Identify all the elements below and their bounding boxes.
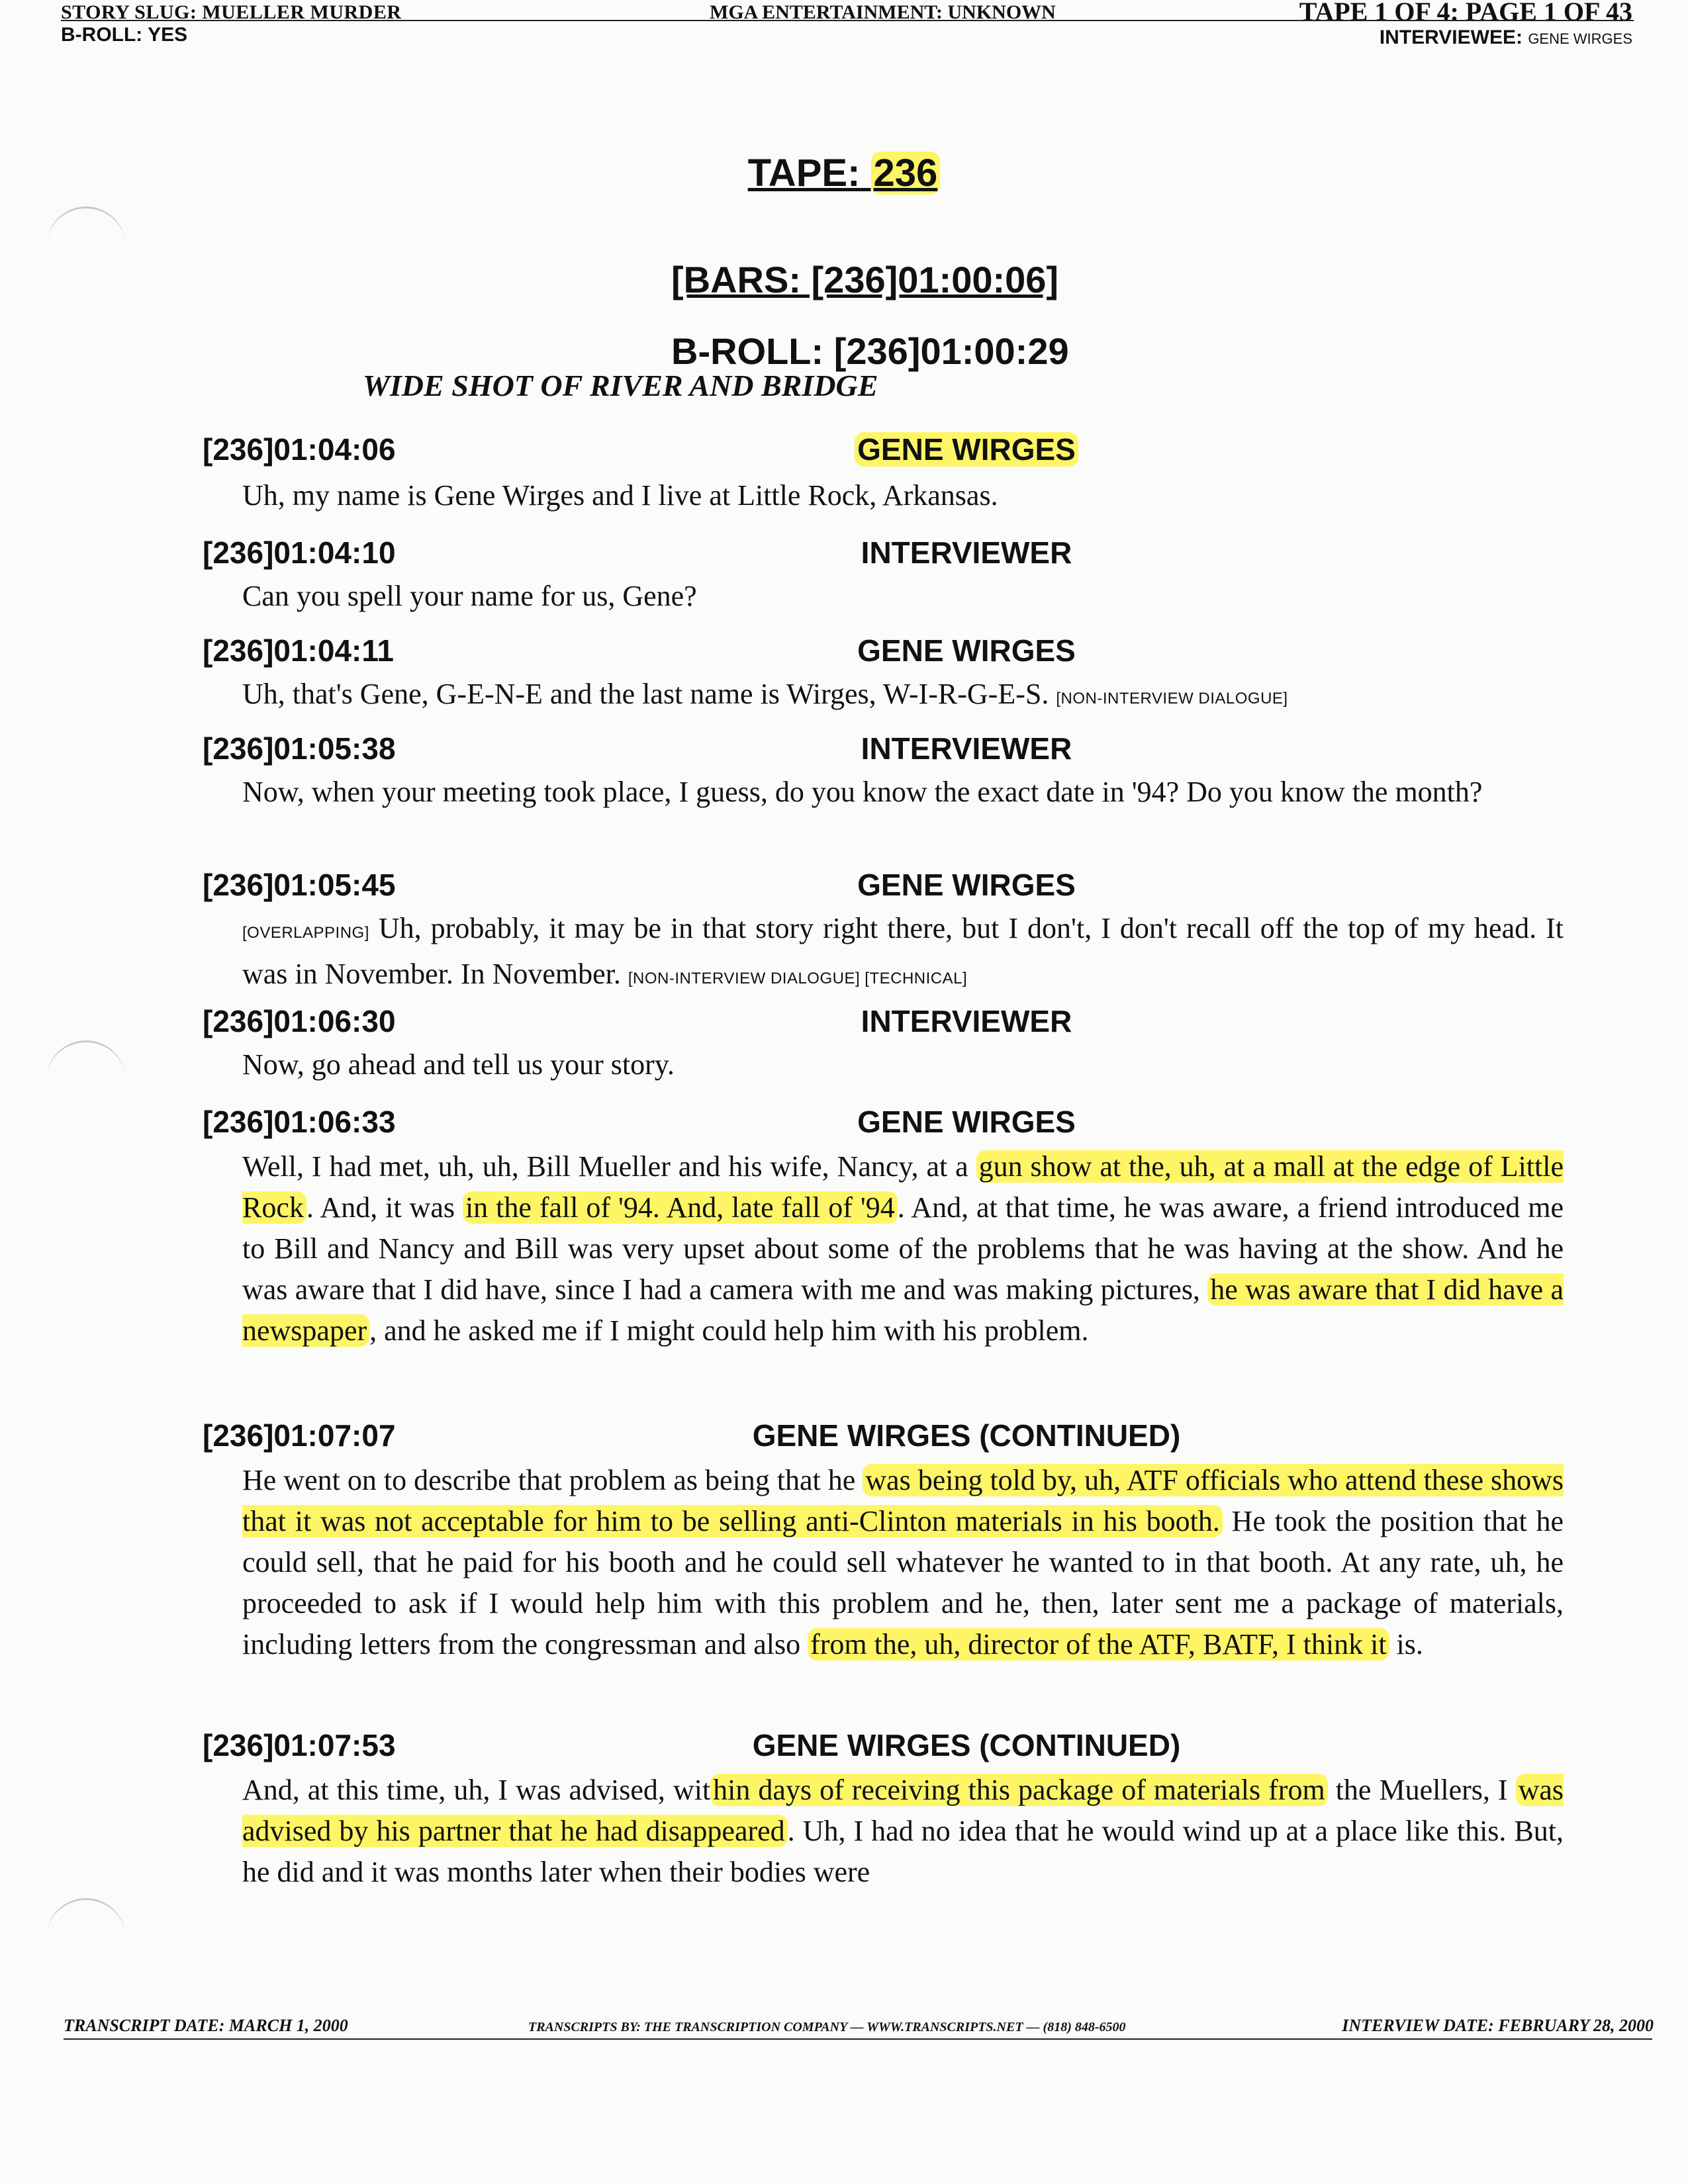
dialogue-text: , and he asked me if I might could help him with his problem. xyxy=(369,1314,1089,1347)
dialogue-block xyxy=(242,908,1564,999)
highlighted-text: in the fall of '94. And, late fall of '94 xyxy=(463,1191,898,1224)
speaker-label: GENE WIRGES xyxy=(857,1105,1076,1139)
dialogue-text: . And, it was xyxy=(306,1191,463,1224)
dialogue-note: [NON-INTERVIEW DIALOGUE] xyxy=(1056,690,1288,707)
speaker-label xyxy=(715,432,1218,467)
entertainment-label: MGA ENTERTAINMENT: UNKNOWN xyxy=(710,1,1056,23)
dialogue-block xyxy=(242,1770,1564,1893)
bars-timecode: [BARS: [236]01:00:06] xyxy=(671,259,1059,300)
speaker-label: GENE WIRGES (CONTINUED) xyxy=(752,1728,1181,1762)
speaker-label: GENE WIRGES xyxy=(857,633,1076,668)
speaker-label-text: GENE WIRGES xyxy=(855,432,1078,467)
tape-title xyxy=(0,151,1688,195)
highlighted-text: was advised by his partner that he had disappeared xyxy=(242,1774,1564,1847)
interview-date: INTERVIEW DATE: FEBRUARY 28, 2000 xyxy=(1342,2016,1654,2035)
broll-flag: B-ROLL: YES xyxy=(61,24,188,46)
dialogue-note: [NON-INTERVIEW DIALOGUE] [TECHNICAL] xyxy=(628,970,968,987)
dialogue-text: Now, when your meeting took place, I guess, do you know the exact date in '94? Do you know the month? xyxy=(242,776,1483,808)
dialogue-text: He went on to describe that problem as being that he xyxy=(242,1464,863,1496)
dialogue-block xyxy=(242,674,1564,719)
timecode: [236]01:05:38 xyxy=(203,731,396,766)
timecode: [236]01:05:45 xyxy=(203,868,396,902)
dialogue-text: He took the position that he could sell, that he paid for his booth and he could sell whatever he wanted to in that booth. At any rate, uh, he proceeded to ask if I would help him with this problem and he, then, later sent me a package of materials, including letters from the congressman and also xyxy=(242,1505,1564,1661)
speaker-label: INTERVIEWER xyxy=(861,731,1072,766)
dialogue-text: And, at this time, uh, I was advised, wit xyxy=(242,1774,711,1806)
story-slug: STORY SLUG: MUELLER MURDER xyxy=(61,1,402,23)
speaker-label: INTERVIEWER xyxy=(861,535,1072,570)
highlighted-text: he was aware that I did have a newspaper xyxy=(242,1273,1564,1347)
transcript-date: TRANSCRIPT DATE: MARCH 1, 2000 xyxy=(64,2016,348,2035)
tape-title-number: 236 xyxy=(871,152,941,195)
footer-rule xyxy=(64,2038,1652,2040)
dialogue-text: Uh, that's Gene, G-E-N-E and the last name is Wirges, W-I-R-G-E-S. xyxy=(242,678,1049,710)
speaker-label: GENE WIRGES xyxy=(857,868,1076,902)
timecode: [236]01:06:33 xyxy=(203,1105,396,1139)
header-rule xyxy=(61,20,1634,21)
speaker-label: INTERVIEWER xyxy=(861,1004,1072,1038)
timecode: [236]01:04:11 xyxy=(203,633,394,668)
punch-hole-mark xyxy=(46,206,126,248)
timecode: [236]01:04:06 xyxy=(203,432,396,467)
highlighted-text: hin days of receiving this package of materials from xyxy=(710,1774,1328,1806)
dialogue-text: Well, I had met, uh, uh, Bill Mueller and his wife, Nancy, at a xyxy=(242,1150,976,1183)
dialogue-note-before: [OVERLAPPING] xyxy=(242,924,369,942)
transcripts-by: TRANSCRIPTS BY: THE TRANSCRIPTION COMPANY — WWW.TRANSCRIPTS.NET — (818) 848-6500 xyxy=(528,2020,1126,2034)
tape-page-indicator: TAPE 1 OF 4: PAGE 1 OF 43 xyxy=(1299,0,1632,26)
timecode: [236]01:07:53 xyxy=(203,1728,396,1762)
timecode: [236]01:04:10 xyxy=(203,535,396,570)
highlighted-text: from the, uh, director of the ATF, BATF, I think it xyxy=(808,1628,1389,1661)
dialogue-text: the Muellers, I xyxy=(1327,1774,1516,1806)
interviewee-label xyxy=(1380,26,1632,49)
highlighted-text: was being told by, uh, ATF officials who attend these shows that it was not acceptable for him to be selling anti-Clinton materials in his booth. xyxy=(242,1464,1564,1537)
dialogue-block xyxy=(242,1460,1564,1665)
timecode: [236]01:07:07 xyxy=(203,1418,396,1453)
interviewee-label-text: INTERVIEWEE: xyxy=(1379,26,1523,48)
shot-description: WIDE SHOT OF RIVER AND BRIDGE xyxy=(363,369,878,402)
dialogue-text: Can you spell your name for us, Gene? xyxy=(242,580,697,612)
speaker-label: GENE WIRGES (CONTINUED) xyxy=(752,1418,1181,1453)
punch-hole-mark xyxy=(46,1898,126,1940)
timecode: [236]01:06:30 xyxy=(203,1004,396,1038)
dialogue-text: is. xyxy=(1389,1628,1423,1661)
dialogue-text: . And, at that time, he was aware, a friend introduced me to Bill and Nancy and Bill was very upset about some of the problems that he was having at the show. And he was aware that I did have, since I had a camera with me and was making pictures, xyxy=(242,1191,1564,1306)
dialogue-text: Uh, my name is Gene Wirges and I live at Little Rock, Arkansas. xyxy=(242,479,998,512)
dialogue-text: Now, go ahead and tell us your story. xyxy=(242,1048,675,1081)
punch-hole-mark xyxy=(46,1040,126,1082)
dialogue-block xyxy=(242,1146,1564,1351)
interviewee-name: GENE WIRGES xyxy=(1528,30,1632,47)
broll-timecode: B-ROLL: [236]01:00:29 xyxy=(671,330,1069,372)
tape-title-label: TAPE: xyxy=(747,152,861,195)
highlighted-text: gun show at the, uh, at a mall at the edge of Little Rock xyxy=(242,1150,1564,1224)
dialogue-text: . Uh, I had no idea that he would wind up at a place like this. But, he did and it was months later when their bodies were xyxy=(242,1815,1564,1888)
dialogue-text: Uh, probably, it may be in that story right there, but I don't, I don't recall off the top of my head. It was in November. In November. xyxy=(242,912,1564,990)
